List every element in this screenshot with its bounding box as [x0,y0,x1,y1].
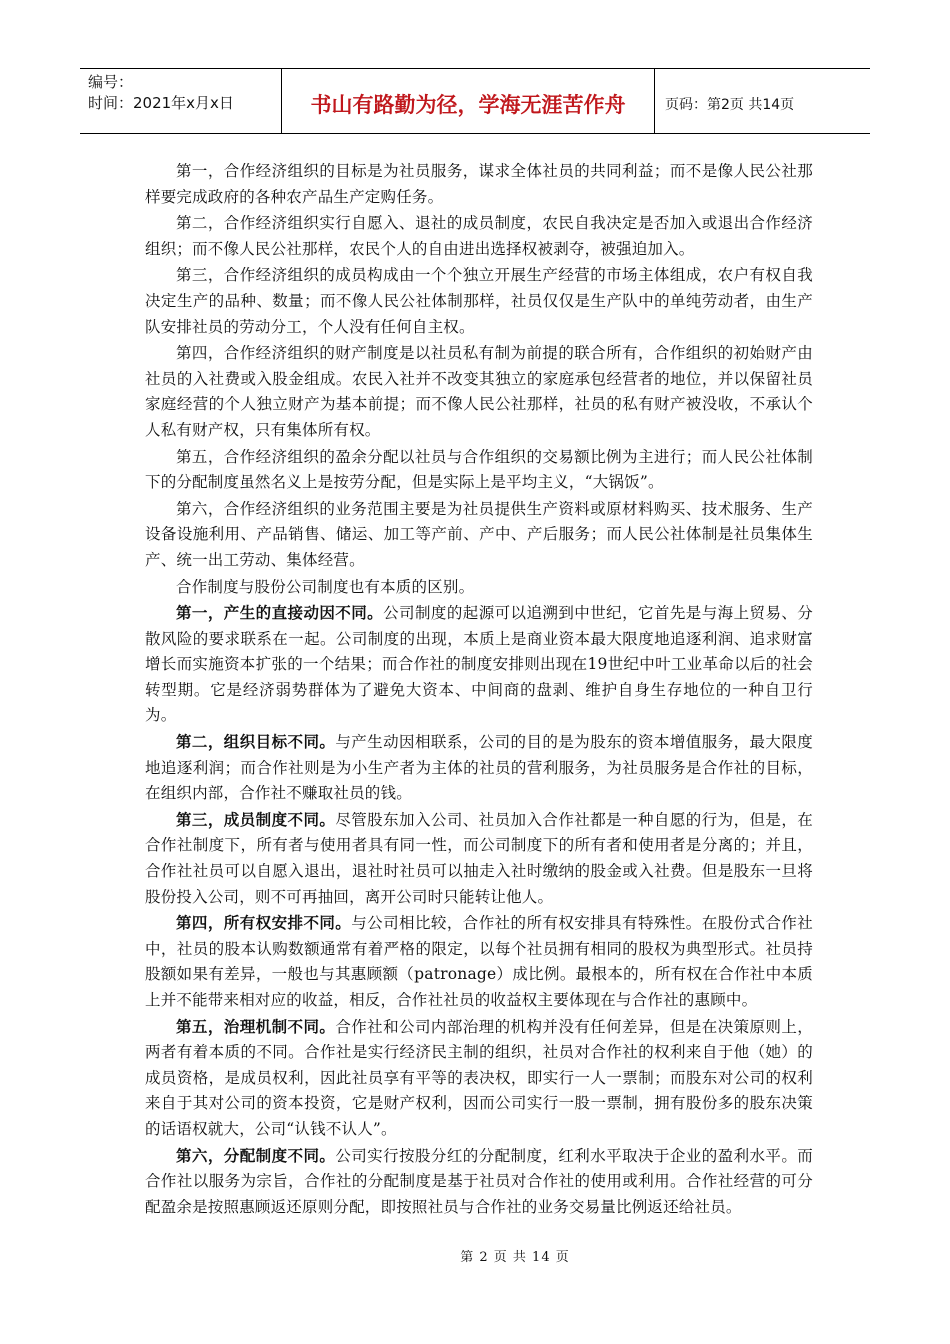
header-meta [80,69,282,133]
paragraph [145,158,813,210]
paragraph [145,262,813,340]
paragraph [145,807,813,910]
paragraph-lead: 第一，产生的直接动因不同。 [176,603,384,623]
document-date: 时间：2021年x月x日 [88,94,234,112]
paragraph [145,910,813,1013]
paragraph-text: 第一，合作经济组织的目标是为社员服务，谋求全体社员的共同利益；而不是像人民公社那样要完成政府的各种农产品生产定购任务。 [145,162,813,206]
paragraph-lead: 第六，分配制度不同。 [176,1145,336,1165]
paragraph [145,1143,813,1221]
paragraph-lead: 第二，组织目标不同。 [176,732,336,752]
paragraph-text: 与产生动因相联系，公司的目的是为股东的资本增值服务，最大限度地追逐利润；而合作社则是为小生产者为主体的社员的营利服务，为社员服务是合作社的目标，在组织内部，合作社不赚取社员的钱。 [145,733,813,803]
document-number-label: 编号： [88,73,134,91]
paragraph-text: 公司制度的起源可以追溯到中世纪，它首先是与海上贸易、分散风险的要求联系在一起。公司制度的出现，本质上是商业资本最大限度地追逐利润、追求财富增长而实施资本扩张的一个结果；而合作社的制度安排则出现在19世纪中叶工业革命以后的社会转型期。它是经济弱势群体为了避免大资本、中间商的盘剥、维护自身生存地位的一种自卫行为。 [145,604,814,725]
paragraph [145,496,813,574]
paragraph-text: 第三，合作经济组织的成员构成由一个个独立开展生产经营的市场主体组成，农户有权自我决定生产的品种、数量；而不像人民公社体制那样，社员仅仅是生产队中的单纯劳动者，由生产队安排社员的劳动分工，个人没有任何自主权。 [145,266,813,336]
paragraph-lead: 第四，所有权安排不同。 [176,913,352,933]
page-footer [0,1246,950,1265]
footer-page-number: 第 2 页 共 14 页 [460,1250,570,1265]
header-page-info: 页码：第2页 共14页 [665,97,795,113]
paragraph [145,444,813,496]
paragraph [145,600,813,729]
paragraph-text: 第二，合作经济组织实行自愿入、退社的成员制度，农民自我决定是否加入或退出合作经济组织；而不像人民公社那样，农民个人的自由进出选择权被剥夺，被强迫加入。 [145,214,813,258]
paragraph [145,1014,813,1143]
paragraph-lead: 第三，成员制度不同。 [176,809,336,829]
paragraph-text: 与公司相比较，合作社的所有权安排具有特殊性。在股份式合作社中，社员的股本认购数额通常有着严格的限定，以每个社员拥有相同的股权为典型形式。社员持股额如果有差异，一般也与其惠顾额（patronage）成比例。最根本的，所有权在合作社中本质上并不能带来相对应的收益，相反，合作社社员的收益权主要体现在与合作社的惠顾中。 [145,914,814,1009]
paragraph-lead: 第五，治理机制不同。 [176,1016,336,1036]
paragraph [145,340,813,443]
document-body [145,158,813,1220]
paragraph-text: 尽管股东加入公司、社员加入合作社都是一种自愿的行为，但是，在合作社制度下，所有者与使用者具有同一性，而公司制度下的所有者和使用者是分离的；并且，合作社社员可以自愿入退出，退社时社员可以抽走入社时缴纳的股金或入社费。但是股东一旦将股份投入公司，则不可再抽回，离开公司时只能转让他人。 [145,810,813,906]
paragraph [145,210,813,262]
paragraph-text: 合作制度与股份公司制度也有本质的区别。 [176,577,475,596]
paragraph-text: 第五，合作经济组织的盈余分配以社员与合作组织的交易额比例为主进行；而人民公社体制下的分配制度虽然名义上是按劳分配，但是实际上是平均主义，“大锅饭”。 [145,447,813,492]
page-header [80,68,870,134]
paragraph [145,574,813,601]
paragraph-text: 合作社和公司内部治理的机构并没有任何差异，但是在决策原则上，两者有着本质的不同。合作社是实行经济民主制的组织，社员对合作社的权利来自于他（她）的成员资格，是成员权利，因此社员享有平等的表决权，即实行一人一票制；而股东对公司的权利来自于其对公司的资本投资，它是财产权利，因而公司实行一股一票制，拥有股份多的股东决策的话语权就大，公司“认钱不认人”。 [145,1017,813,1138]
paragraph [145,729,813,807]
paragraph-text: 第四，合作经济组织的财产制度是以社员私有制为前提的联合所有，合作组织的初始财产由社员的入社费或入股金组成。农民入社并不改变其独立的家庭承包经营者的地位，并以保留社员家庭经营的个人独立财产为基本前提；而不像人民公社那样，社员的私有财产被没收，不承认个人私有财产权，只有集体所有权。 [145,344,813,439]
paragraph-text: 第六，合作经济组织的业务范围主要是为社员提供生产资料或原材料购买、技术服务、生产设备设施利用、产品销售、储运、加工等产前、产中、产后服务；而人民公社体制是社员集体生产、统一出工劳动、集体经营。 [145,499,813,569]
paragraph-text: 公司实行按股分红的分配制度，红利水平取决于企业的盈利水平。而合作社以服务为宗旨，合作社的分配制度是基于社员对合作社的使用或利用。合作社经营的可分配盈余是按照惠顾返还原则分配，即按照社员与合作社的业务交易量比例返还给社员。 [145,1146,813,1216]
header-motto: 书山有路勤为径，学海无涯苦作舟 [282,69,655,133]
